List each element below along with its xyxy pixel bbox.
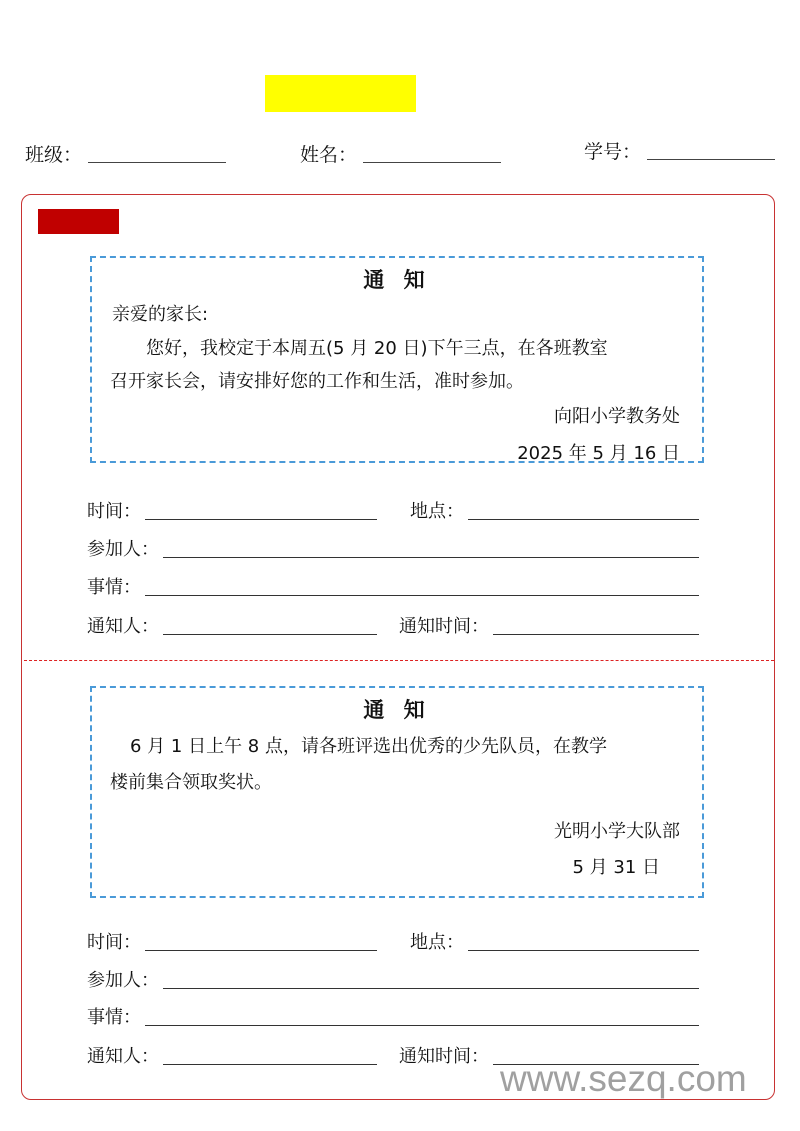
matter-field (87, 1003, 699, 1029)
notice-title: 通 知 (363, 268, 431, 292)
place-field (410, 497, 699, 523)
place-label: 地点： (410, 932, 464, 953)
notice-signature: 向阳小学教务处 (554, 406, 680, 427)
time-input-line[interactable] (145, 519, 377, 520)
participants-input-line[interactable] (163, 557, 699, 558)
class-input-line[interactable] (88, 161, 226, 163)
place-field (410, 928, 699, 954)
notice-body-line: 6 月 1 日上午 8 点，请各班评选出优秀的少先队员，在教学 (130, 736, 607, 757)
notice-signature: 光明小学大队部 (554, 821, 680, 842)
matter-input-line[interactable] (145, 595, 699, 596)
notifier-label: 通知人： (87, 616, 159, 637)
watermark: www.sezq.com (500, 1058, 747, 1099)
title-highlight-block (265, 75, 416, 112)
matter-label: 事情： (87, 577, 141, 598)
notice-body-line: 您好，我校定于本周五(5 月 20 日)下午三点，在各班教室 (146, 338, 608, 359)
notifier-label: 通知人： (87, 1046, 159, 1067)
time-label: 时间： (87, 501, 141, 522)
participants-input-line[interactable] (163, 988, 699, 989)
class-label: 班级： (25, 144, 83, 166)
class-field (25, 140, 226, 167)
participants-label: 参加人： (87, 539, 159, 560)
time-input-line[interactable] (145, 950, 377, 951)
name-label: 姓名： (300, 144, 358, 166)
participants-label: 参加人： (87, 970, 159, 991)
notice-greeting: 亲爱的家长: (112, 304, 209, 325)
participants-field (87, 535, 699, 561)
notice-card-1 (90, 256, 704, 463)
cut-line-divider (24, 660, 774, 661)
participants-field (87, 966, 699, 992)
time-label: 时间： (87, 932, 141, 953)
notify-time-input-line[interactable] (493, 634, 699, 635)
name-input-line[interactable] (363, 161, 501, 163)
notifier-field (87, 612, 377, 638)
notify-time-label: 通知时间： (399, 1046, 489, 1067)
place-label: 地点： (410, 501, 464, 522)
time-field (87, 497, 377, 523)
notify-time-field (399, 612, 699, 638)
notice-date: 5 月 31 日 (572, 857, 660, 878)
place-input-line[interactable] (468, 519, 699, 520)
time-field (87, 928, 377, 954)
notice-title: 通 知 (363, 698, 431, 722)
notice-date: 2025 年 5 月 16 日 (517, 443, 680, 464)
notice-card-2 (90, 686, 704, 898)
matter-field (87, 573, 699, 599)
student-id-field (584, 137, 775, 164)
notifier-field (87, 1042, 377, 1068)
student-id-label: 学号： (584, 141, 642, 163)
name-field (300, 140, 501, 167)
place-input-line[interactable] (468, 950, 699, 951)
notifier-input-line[interactable] (163, 634, 377, 635)
notifier-input-line[interactable] (163, 1064, 377, 1065)
notify-time-label: 通知时间： (399, 616, 489, 637)
matter-label: 事情： (87, 1007, 141, 1028)
student-id-input-line[interactable] (647, 158, 775, 160)
matter-input-line[interactable] (145, 1025, 699, 1026)
section-tag (38, 209, 119, 234)
notice-body-line: 召开家长会，请安排好您的工作和生活，准时参加。 (110, 371, 524, 392)
notice-body-line: 楼前集合领取奖状。 (110, 772, 272, 793)
